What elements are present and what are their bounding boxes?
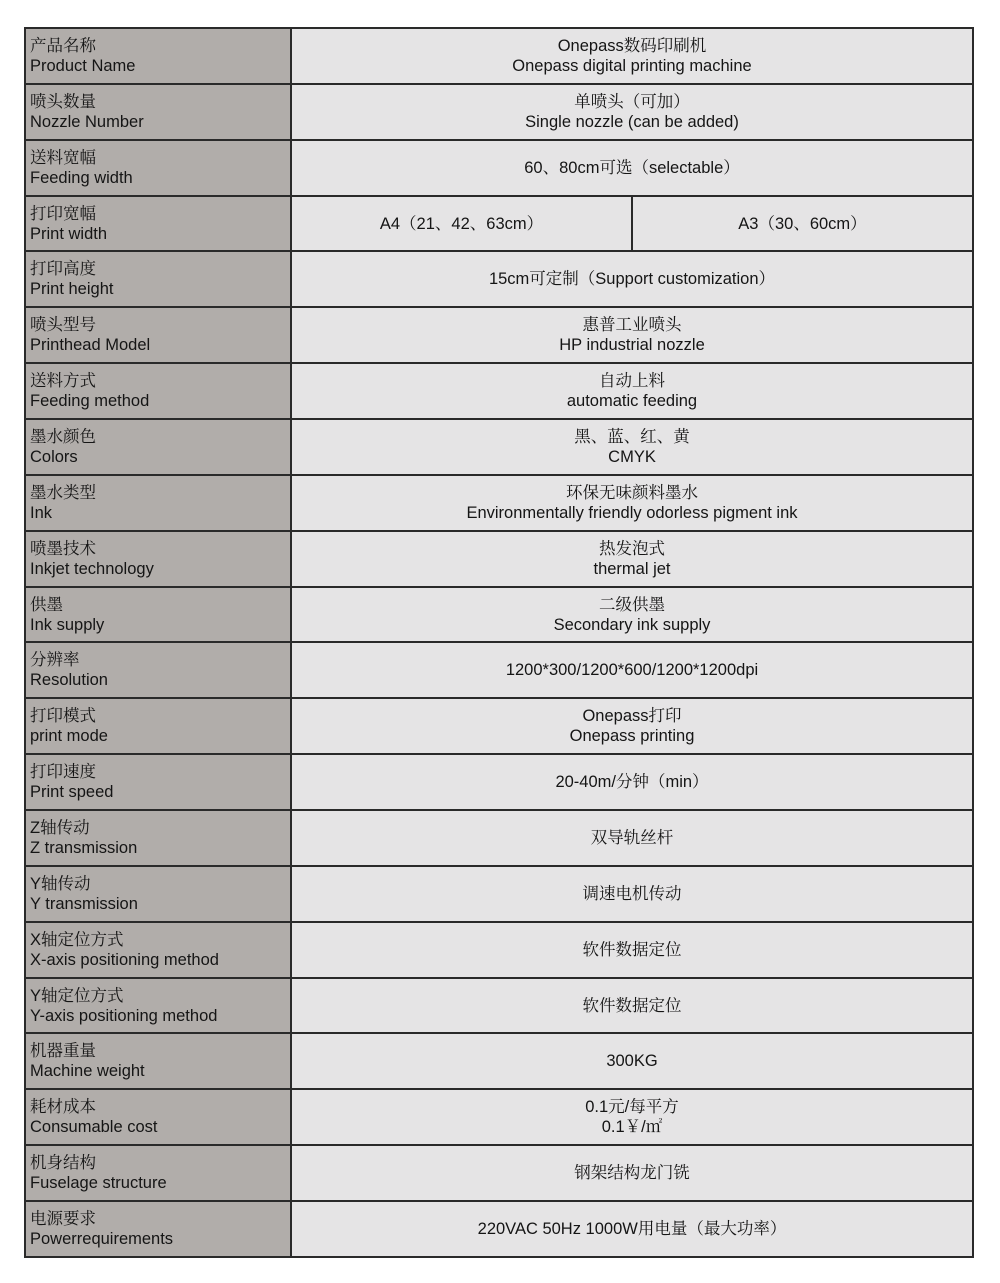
spec-label xyxy=(25,642,291,698)
spec-value xyxy=(291,419,973,475)
spec-row-print-width xyxy=(25,196,973,252)
spec-label xyxy=(25,140,291,196)
spec-row-print-height xyxy=(25,251,973,307)
spec-value-text: 20-40m/分钟（min） xyxy=(555,773,709,792)
spec-label xyxy=(25,866,291,922)
spec-value-text: 环保无味颜料墨水 xyxy=(566,483,698,502)
spec-value-text: Onepass打印 xyxy=(582,707,682,726)
spec-value-text: A4（21、42、63cm） xyxy=(379,214,544,233)
spec-table xyxy=(24,27,974,1258)
spec-label-en: Printhead Model xyxy=(30,336,151,355)
spec-label-cn: 墨水类型 xyxy=(30,483,96,502)
spec-value-text: 自动上料 xyxy=(599,372,665,391)
spec-label-cn: 送料宽幅 xyxy=(30,148,96,167)
spec-value-part xyxy=(291,196,632,252)
spec-row-feeding-method xyxy=(25,363,973,419)
spec-label-en: Resolution xyxy=(30,671,108,690)
spec-label xyxy=(25,922,291,978)
spec-label xyxy=(25,978,291,1034)
spec-label-cn: 打印宽幅 xyxy=(30,204,96,223)
spec-value-text: 15cm可定制（Support customization） xyxy=(488,270,776,289)
spec-value xyxy=(291,642,973,698)
spec-label xyxy=(25,363,291,419)
spec-label-en: Print speed xyxy=(30,783,114,802)
spec-label xyxy=(25,1201,291,1257)
spec-row-inkjet-technology xyxy=(25,531,973,587)
spec-label xyxy=(25,196,291,252)
spec-value-text: A3（30、60cm） xyxy=(738,214,867,233)
spec-value xyxy=(291,307,973,363)
spec-row-consumable-cost xyxy=(25,1089,973,1145)
spec-value xyxy=(291,866,973,922)
spec-label-en: Ink supply xyxy=(30,615,105,634)
spec-value xyxy=(291,84,973,140)
spec-value-text: 调速电机传动 xyxy=(582,884,682,903)
spec-value-text: automatic feeding xyxy=(566,392,698,411)
spec-label-en: Colors xyxy=(30,447,78,466)
spec-value xyxy=(291,251,973,307)
spec-label-cn: 打印高度 xyxy=(30,260,96,279)
spec-label-cn: Z轴传动 xyxy=(30,818,90,837)
spec-row-y-transmission xyxy=(25,866,973,922)
spec-value-text: 二级供墨 xyxy=(599,595,665,614)
spec-value-text: 软件数据定位 xyxy=(582,940,682,959)
spec-value xyxy=(291,587,973,643)
spec-label-en: Powerrequirements xyxy=(30,1230,174,1249)
spec-row-printhead-model xyxy=(25,307,973,363)
spec-label-en: Print height xyxy=(30,280,114,299)
spec-label-cn: Y轴传动 xyxy=(30,874,91,893)
spec-label-en: Machine weight xyxy=(30,1062,145,1081)
spec-label-cn: 喷头型号 xyxy=(30,316,96,335)
spec-label-cn: 喷墨技术 xyxy=(30,539,96,558)
spec-label xyxy=(25,1145,291,1201)
spec-label-cn: 分辨率 xyxy=(30,651,80,670)
spec-label xyxy=(25,754,291,810)
spec-value xyxy=(291,1033,973,1089)
spec-value xyxy=(291,1201,973,1257)
spec-value-text: Onepass digital printing machine xyxy=(512,56,752,75)
spec-label xyxy=(25,587,291,643)
spec-value-text: Environmentally friendly odorless pigment ink xyxy=(466,503,798,522)
spec-value-text: 0.1元/每平方 xyxy=(585,1098,679,1117)
spec-label-en: Fuselage structure xyxy=(30,1174,167,1193)
spec-row-x-axis-positioning-method xyxy=(25,922,973,978)
spec-label-cn: 送料方式 xyxy=(30,372,96,391)
spec-label-en: X-axis positioning method xyxy=(30,950,219,969)
spec-value xyxy=(291,978,973,1034)
spec-table-body xyxy=(25,28,973,1257)
spec-label xyxy=(25,1089,291,1145)
spec-value-text: 300KG xyxy=(606,1052,658,1071)
spec-label-cn: 机器重量 xyxy=(30,1042,96,1061)
spec-label-en: Z transmission xyxy=(30,838,138,857)
spec-value-text: thermal jet xyxy=(593,559,671,578)
spec-label-en: Print width xyxy=(30,224,108,243)
spec-label xyxy=(25,698,291,754)
spec-label-cn: 喷头数量 xyxy=(30,92,96,111)
spec-label-cn: 打印模式 xyxy=(30,707,96,726)
spec-label xyxy=(25,531,291,587)
spec-value-text: 220VAC 50Hz 1000W用电量（最大功率） xyxy=(477,1220,787,1239)
spec-value-text: 惠普工业喷头 xyxy=(582,316,682,335)
spec-value xyxy=(291,475,973,531)
spec-value-text: Onepass printing xyxy=(569,727,695,746)
spec-label-en: Ink xyxy=(30,503,53,522)
spec-value xyxy=(291,810,973,866)
spec-label-cn: Y轴定位方式 xyxy=(30,986,124,1005)
spec-label xyxy=(25,28,291,84)
spec-label-en: Feeding method xyxy=(30,392,150,411)
spec-row-y-axis-positioning-method xyxy=(25,978,973,1034)
spec-value-text: Onepass数码印刷机 xyxy=(557,36,707,55)
spec-value xyxy=(291,140,973,196)
spec-value-text: HP industrial nozzle xyxy=(559,336,705,355)
spec-label xyxy=(25,251,291,307)
spec-label-cn: 墨水颜色 xyxy=(30,427,96,446)
spec-label-en: Feeding width xyxy=(30,168,133,187)
spec-row-nozzle-number xyxy=(25,84,973,140)
spec-row-resolution xyxy=(25,642,973,698)
spec-label xyxy=(25,810,291,866)
spec-value-text: 单喷头（可加） xyxy=(574,92,690,111)
spec-label xyxy=(25,307,291,363)
spec-label xyxy=(25,419,291,475)
spec-label-cn: X轴定位方式 xyxy=(30,930,124,949)
spec-value xyxy=(291,1145,973,1201)
spec-value xyxy=(291,754,973,810)
spec-row-print-speed xyxy=(25,754,973,810)
spec-value-text: Secondary ink supply xyxy=(553,615,711,634)
spec-label xyxy=(25,475,291,531)
spec-label-cn: 耗材成本 xyxy=(30,1098,96,1117)
spec-value xyxy=(291,922,973,978)
spec-row-feeding-width xyxy=(25,140,973,196)
spec-label-en: Y-axis positioning method xyxy=(30,1006,218,1025)
spec-label xyxy=(25,84,291,140)
spec-label-en: Consumable cost xyxy=(30,1118,158,1137)
spec-value-part xyxy=(632,196,973,252)
spec-label-cn: 机身结构 xyxy=(30,1154,96,1173)
spec-value xyxy=(291,698,973,754)
spec-value-text: 黑、蓝、红、黄 xyxy=(574,427,690,446)
spec-label-en: Y transmission xyxy=(30,894,138,913)
spec-value-text: Single nozzle (can be added) xyxy=(525,112,739,131)
spec-value-text: 钢架结构龙门铣 xyxy=(574,1164,690,1183)
spec-value-text: 热发泡式 xyxy=(599,539,665,558)
spec-label-cn: 打印速度 xyxy=(30,763,96,782)
spec-value xyxy=(291,531,973,587)
spec-label-en: Nozzle Number xyxy=(30,112,144,131)
spec-row-print-mode xyxy=(25,698,973,754)
spec-row-ink-supply xyxy=(25,587,973,643)
spec-row-z-transmission xyxy=(25,810,973,866)
spec-label-cn: 供墨 xyxy=(30,595,63,614)
spec-label-cn: 电源要求 xyxy=(30,1210,96,1229)
spec-label xyxy=(25,1033,291,1089)
spec-row-ink xyxy=(25,475,973,531)
spec-value-text: 双导轨丝杆 xyxy=(590,828,674,847)
spec-row-product-name xyxy=(25,28,973,84)
spec-row-colors xyxy=(25,419,973,475)
spec-row-fuselage-structure xyxy=(25,1145,973,1201)
spec-value-text: CMYK xyxy=(608,447,656,466)
spec-row-powerrequirements xyxy=(25,1201,973,1257)
spec-label-cn: 产品名称 xyxy=(30,36,96,55)
spec-label-en: Inkjet technology xyxy=(30,559,154,578)
spec-value xyxy=(291,363,973,419)
spec-value-text: 1200*300/1200*600/1200*1200dpi xyxy=(505,661,759,680)
spec-value xyxy=(291,28,973,84)
spec-value-text: 60、80cm可选（selectable） xyxy=(524,158,740,177)
spec-value-text: 0.1￥/㎡ xyxy=(601,1118,663,1137)
spec-value-text: 软件数据定位 xyxy=(582,996,682,1015)
spec-value xyxy=(291,1089,973,1145)
spec-row-machine-weight xyxy=(25,1033,973,1089)
spec-label-en: print mode xyxy=(30,727,108,746)
spec-label-en: Product Name xyxy=(30,56,136,75)
